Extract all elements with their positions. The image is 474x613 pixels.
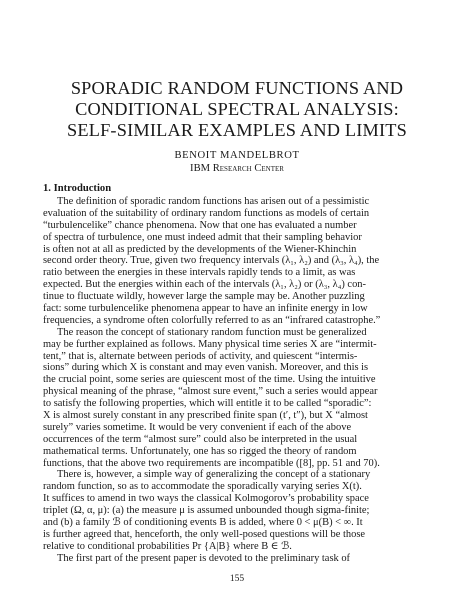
text-line: the crucial point, some series are quiescent most of the time. Using the intuitive: [43, 374, 376, 386]
title-line: CONDITIONAL SPECTRAL ANALYSIS:: [75, 99, 399, 119]
section-heading: 1. Introduction: [43, 183, 112, 194]
text-line: tinue to fluctuate wildly, however large the sample may be. Another puzzling: [43, 291, 365, 303]
title-line: SELF-SIMILAR EXAMPLES AND LIMITS: [66, 120, 408, 140]
text-line: relative to conditional probabilities Pr {A|B} where B ∈ ℬ.: [43, 540, 292, 552]
text-line: tent,” that is, alternate between periods of activity, and quiescent “intermis-: [43, 350, 358, 362]
body-text: [43, 196, 431, 565]
author-name: BENOIT MANDELBROT: [174, 150, 300, 161]
text-line: to satisfy the following properties, which will entitle it to be called “sporadic”:: [43, 398, 372, 410]
title-line: SPORADIC RANDOM FUNCTIONS AND: [70, 78, 404, 98]
text-line: of spectra of turbulence, one must indeed admit that their sampling behavior: [43, 231, 362, 243]
text-line: occurrences of the term “almost sure” could also be interpreted in the usual: [43, 433, 358, 445]
text-line: X is almost surely constant in any prescribed finite span (t′, t″), but X “almost: [43, 410, 368, 422]
text-line: frequencies, a syndrome often colorfully referred to as an “infrared catastrophe.”: [43, 314, 381, 326]
text-line: The first part of the present paper is devoted to the preliminary task of: [57, 552, 351, 564]
text-line: and (b) a family ℬ of conditioning events B is added, where 0 < μ(B) < ∞. It: [43, 517, 363, 529]
text-line: mathematical terms. Unfortunately, one has so rigged the theory of random: [43, 445, 357, 457]
text-line: may be further explained as follows. Many physical time series X are “intermit-: [43, 338, 377, 350]
text-line: evaluation of the suitability of ordinary random functions as models of certain: [43, 207, 370, 219]
affiliation-text: IBM Research Center: [190, 163, 284, 174]
text-line: functions, that the above two requirements are incompatible ([8], pp. 51 and 70).: [43, 457, 380, 469]
text-line: “turbulencelike” chance phenomena. Now that one has evaluated a number: [43, 219, 357, 231]
author-affiliation: [0, 163, 474, 175]
text-line: ratio between the energies in these intervals rapidly tends to a limit, as was: [43, 267, 356, 279]
text-line: The definition of sporadic random functions has arisen out of a pessimistic: [57, 196, 370, 207]
text-line: physical meaning of the phrase, “almost sure event,” such a series would appear: [43, 386, 378, 398]
text-line: second order theory. True, given two frequency intervals (λ₁, λ₂) and (λ₃, λ₄), the: [43, 255, 380, 267]
page-number: 155: [229, 574, 245, 584]
text-line: is further agreed that, henceforth, the only well-posed questions will be those: [43, 528, 366, 540]
text-line: random function, so as to accommodate the sporadically varying series X(t).: [43, 481, 362, 493]
text-line: surely” varies sometime. It would be very convenient if each of the above: [43, 421, 352, 433]
text-line: fact: some turbulencelike phenomena appear to have an infinite energy in low: [43, 303, 368, 315]
text-line: The reason the concept of stationary random function must be generalized: [57, 326, 367, 338]
text-line: There is, however, a simple way of generalizing the concept of a stationary: [57, 469, 371, 481]
paper-title: [24, 78, 450, 141]
text-line: triplet (Ω, α, μ): (a) the measure μ is assumed unbounded though sigma-finite;: [43, 505, 370, 517]
text-line: sions” during which X is constant and may even vanish. Moreover, and this is: [43, 362, 369, 374]
text-line: It suffices to amend in two ways the classical Kolmogorov’s probability space: [43, 493, 369, 505]
text-line: is often not at all as predicted by the developments of the Wiener-Khinchin: [43, 243, 357, 255]
text-line: expected. But the energies within each of the intervals (λ₁, λ₂) or (λ₃, λ₄) con-: [43, 279, 366, 291]
